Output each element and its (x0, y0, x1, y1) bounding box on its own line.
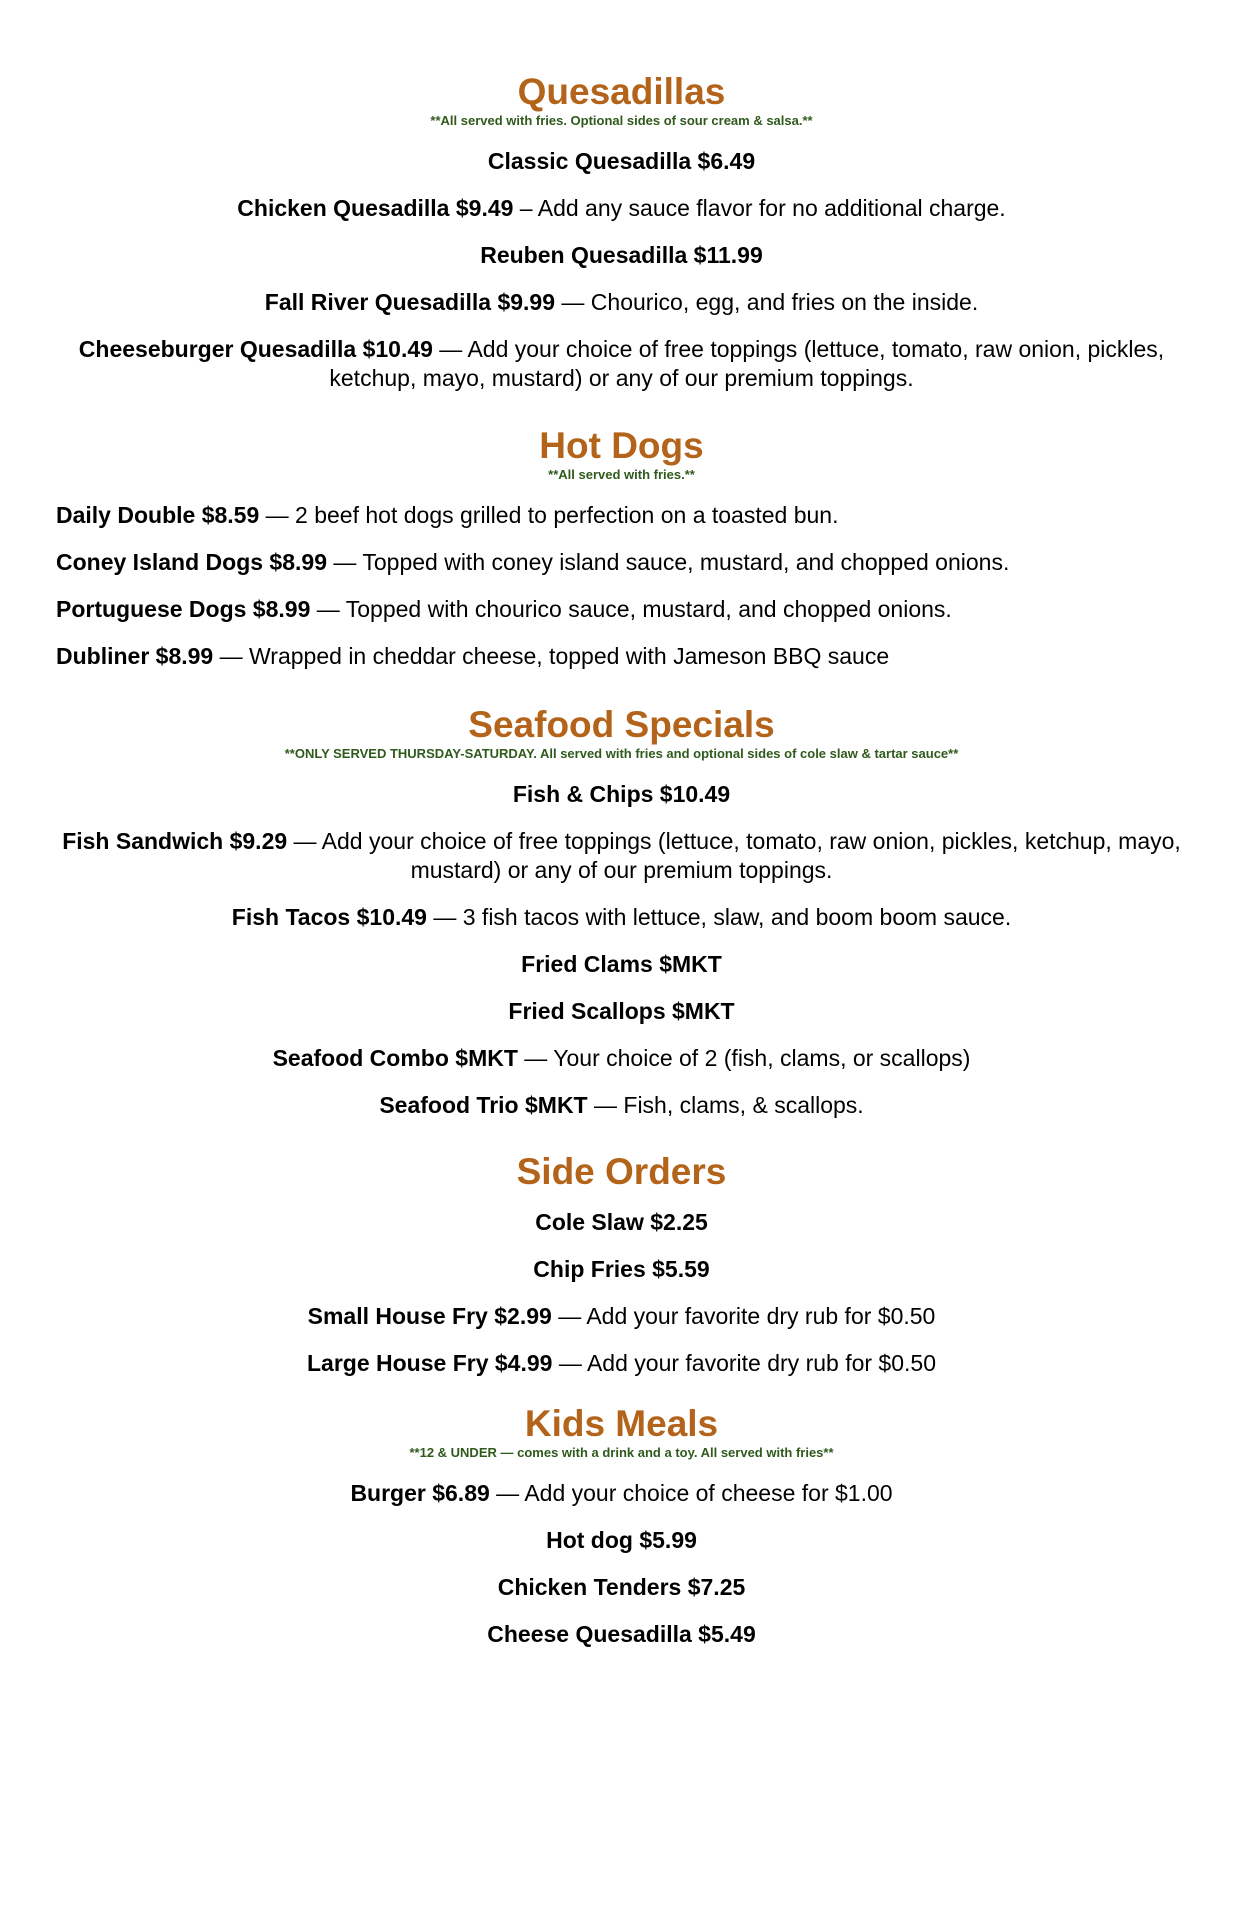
menu-item (56, 1573, 1187, 1602)
item-description: Add your favorite dry rub for $0.50 (586, 1350, 936, 1376)
item-name-price: Cheeseburger Quesadilla $10.49 (78, 336, 433, 362)
section-title: Side Orders (516, 1151, 727, 1192)
section-title: Quesadillas (517, 71, 726, 112)
item-name-price: Reuben Quesadilla $11.99 (480, 242, 763, 268)
section-seafood-specials (56, 705, 1187, 1120)
menu-item (56, 595, 1187, 624)
item-name-price: Dubliner $8.99 (56, 643, 214, 669)
menu-item (56, 1255, 1187, 1284)
item-separator: – (513, 195, 538, 221)
menu-item (56, 997, 1187, 1026)
menu-item (56, 780, 1187, 809)
item-name-price: Burger $6.89 (350, 1480, 490, 1506)
item-name-price: Hot dog $5.99 (546, 1527, 697, 1553)
item-separator: — (432, 336, 468, 362)
section-title: Kids Meals (524, 1403, 719, 1444)
section-note: **All served with fries.** (548, 467, 695, 482)
section-hot-dogs (56, 426, 1187, 671)
item-description: Topped with coney island sauce, mustard, and chopped onions. (362, 549, 1010, 575)
menu-item (56, 288, 1187, 317)
item-name-price: Classic Quesadilla $6.49 (487, 148, 756, 174)
menu-item (56, 1526, 1187, 1555)
section-note: **All served with fries. Optional sides of sour cream & salsa.** (430, 113, 813, 128)
menu-item (56, 950, 1187, 979)
menu-item-list (56, 1479, 1187, 1649)
item-description: Add your choice of free toppings (lettuce, tomato, raw onion, pickles, ketchup, mayo, mustard) or any of our premium toppings. (329, 336, 1165, 391)
menu-item (56, 642, 1187, 671)
item-name-price: Chip Fries $5.59 (533, 1256, 710, 1282)
item-name-price: Chicken Tenders $7.25 (497, 1574, 746, 1600)
item-description: Add your favorite dry rub for $0.50 (586, 1303, 936, 1329)
item-description: Add any sauce flavor for no additional charge. (537, 195, 1006, 221)
menu-item (56, 1349, 1187, 1378)
item-separator: — (287, 828, 322, 854)
item-separator: — (551, 1303, 587, 1329)
section-kids-meals (56, 1404, 1187, 1649)
menu-item (56, 1302, 1187, 1331)
item-name-price: Fish Tacos $10.49 (231, 904, 427, 930)
menu-item (56, 903, 1187, 932)
menu-item (56, 827, 1187, 885)
item-description: Your choice of 2 (fish, clams, or scallops) (553, 1045, 971, 1071)
item-name-price: Fish Sandwich $9.29 (62, 828, 288, 854)
menu-item (56, 335, 1187, 393)
menu-item-list (56, 1208, 1187, 1378)
menu-item (56, 548, 1187, 577)
section-title: Seafood Specials (468, 704, 775, 745)
item-name-price: Chicken Quesadilla $9.49 (237, 195, 514, 221)
item-name-price: Large House Fry $4.99 (307, 1350, 553, 1376)
item-name-price: Fish & Chips $10.49 (512, 781, 731, 807)
section-quesadillas (56, 72, 1187, 393)
menu-item (56, 1044, 1187, 1073)
item-name-price: Daily Double $8.59 (56, 502, 260, 528)
item-description: Add your choice of free toppings (lettuce, tomato, raw onion, pickles, ketchup, mayo, mustard) or any of our premium toppings. (321, 828, 1181, 883)
item-name-price: Small House Fry $2.99 (307, 1303, 552, 1329)
item-name-price: Cheese Quesadilla $5.49 (487, 1621, 756, 1647)
menu-item-list (56, 501, 1187, 671)
item-description: 3 fish tacos with lettuce, slaw, and boom boom sauce. (462, 904, 1012, 930)
item-description: Topped with chourico sauce, mustard, and chopped onions. (345, 596, 952, 622)
item-description: Fish, clams, & scallops. (623, 1092, 864, 1118)
item-name-price: Cole Slaw $2.25 (535, 1209, 708, 1235)
item-name-price: Seafood Combo $MKT (272, 1045, 518, 1071)
item-separator: — (555, 289, 591, 315)
item-description: Chourico, egg, and fries on the inside. (590, 289, 979, 315)
section-note: **12 & UNDER — comes with a drink and a toy. All served with fries** (409, 1445, 834, 1460)
section-note: **ONLY SERVED THURSDAY-SATURDAY. All served with fries and optional sides of cole slaw & tartar sauce** (284, 746, 959, 761)
item-name-price: Fried Scallops $MKT (508, 998, 735, 1024)
item-name-price: Seafood Trio $MKT (379, 1092, 588, 1118)
menu-item (56, 1208, 1187, 1237)
item-separator: — (213, 643, 250, 669)
item-name-price: Fried Clams $MKT (521, 951, 722, 977)
item-separator: — (310, 596, 346, 622)
menu-item-list (56, 780, 1187, 1120)
menu-item (56, 147, 1187, 176)
item-name-price: Coney Island Dogs $8.99 (56, 549, 327, 575)
item-description: Add your choice of cheese for $1.00 (524, 1480, 893, 1506)
item-name-price: Fall River Quesadilla $9.99 (264, 289, 556, 315)
item-description: Wrapped in cheddar cheese, topped with Jameson BBQ sauce (249, 643, 890, 669)
item-separator: — (426, 904, 463, 930)
menu-item (56, 194, 1187, 223)
item-separator: — (326, 549, 363, 575)
menu-item (56, 1091, 1187, 1120)
item-separator: — (587, 1092, 624, 1118)
section-title: Hot Dogs (539, 425, 704, 466)
menu-item (56, 1479, 1187, 1508)
menu-item (56, 501, 1187, 530)
item-separator: — (259, 502, 296, 528)
menu-item (56, 241, 1187, 270)
menu-item-list (56, 147, 1187, 393)
item-separator: — (489, 1480, 525, 1506)
item-separator: — (517, 1045, 554, 1071)
item-description: 2 beef hot dogs grilled to perfection on a toasted bun. (295, 502, 839, 528)
menu-item (56, 1620, 1187, 1649)
item-separator: — (552, 1350, 587, 1376)
section-side-orders (56, 1152, 1187, 1378)
item-name-price: Portuguese Dogs $8.99 (56, 596, 311, 622)
